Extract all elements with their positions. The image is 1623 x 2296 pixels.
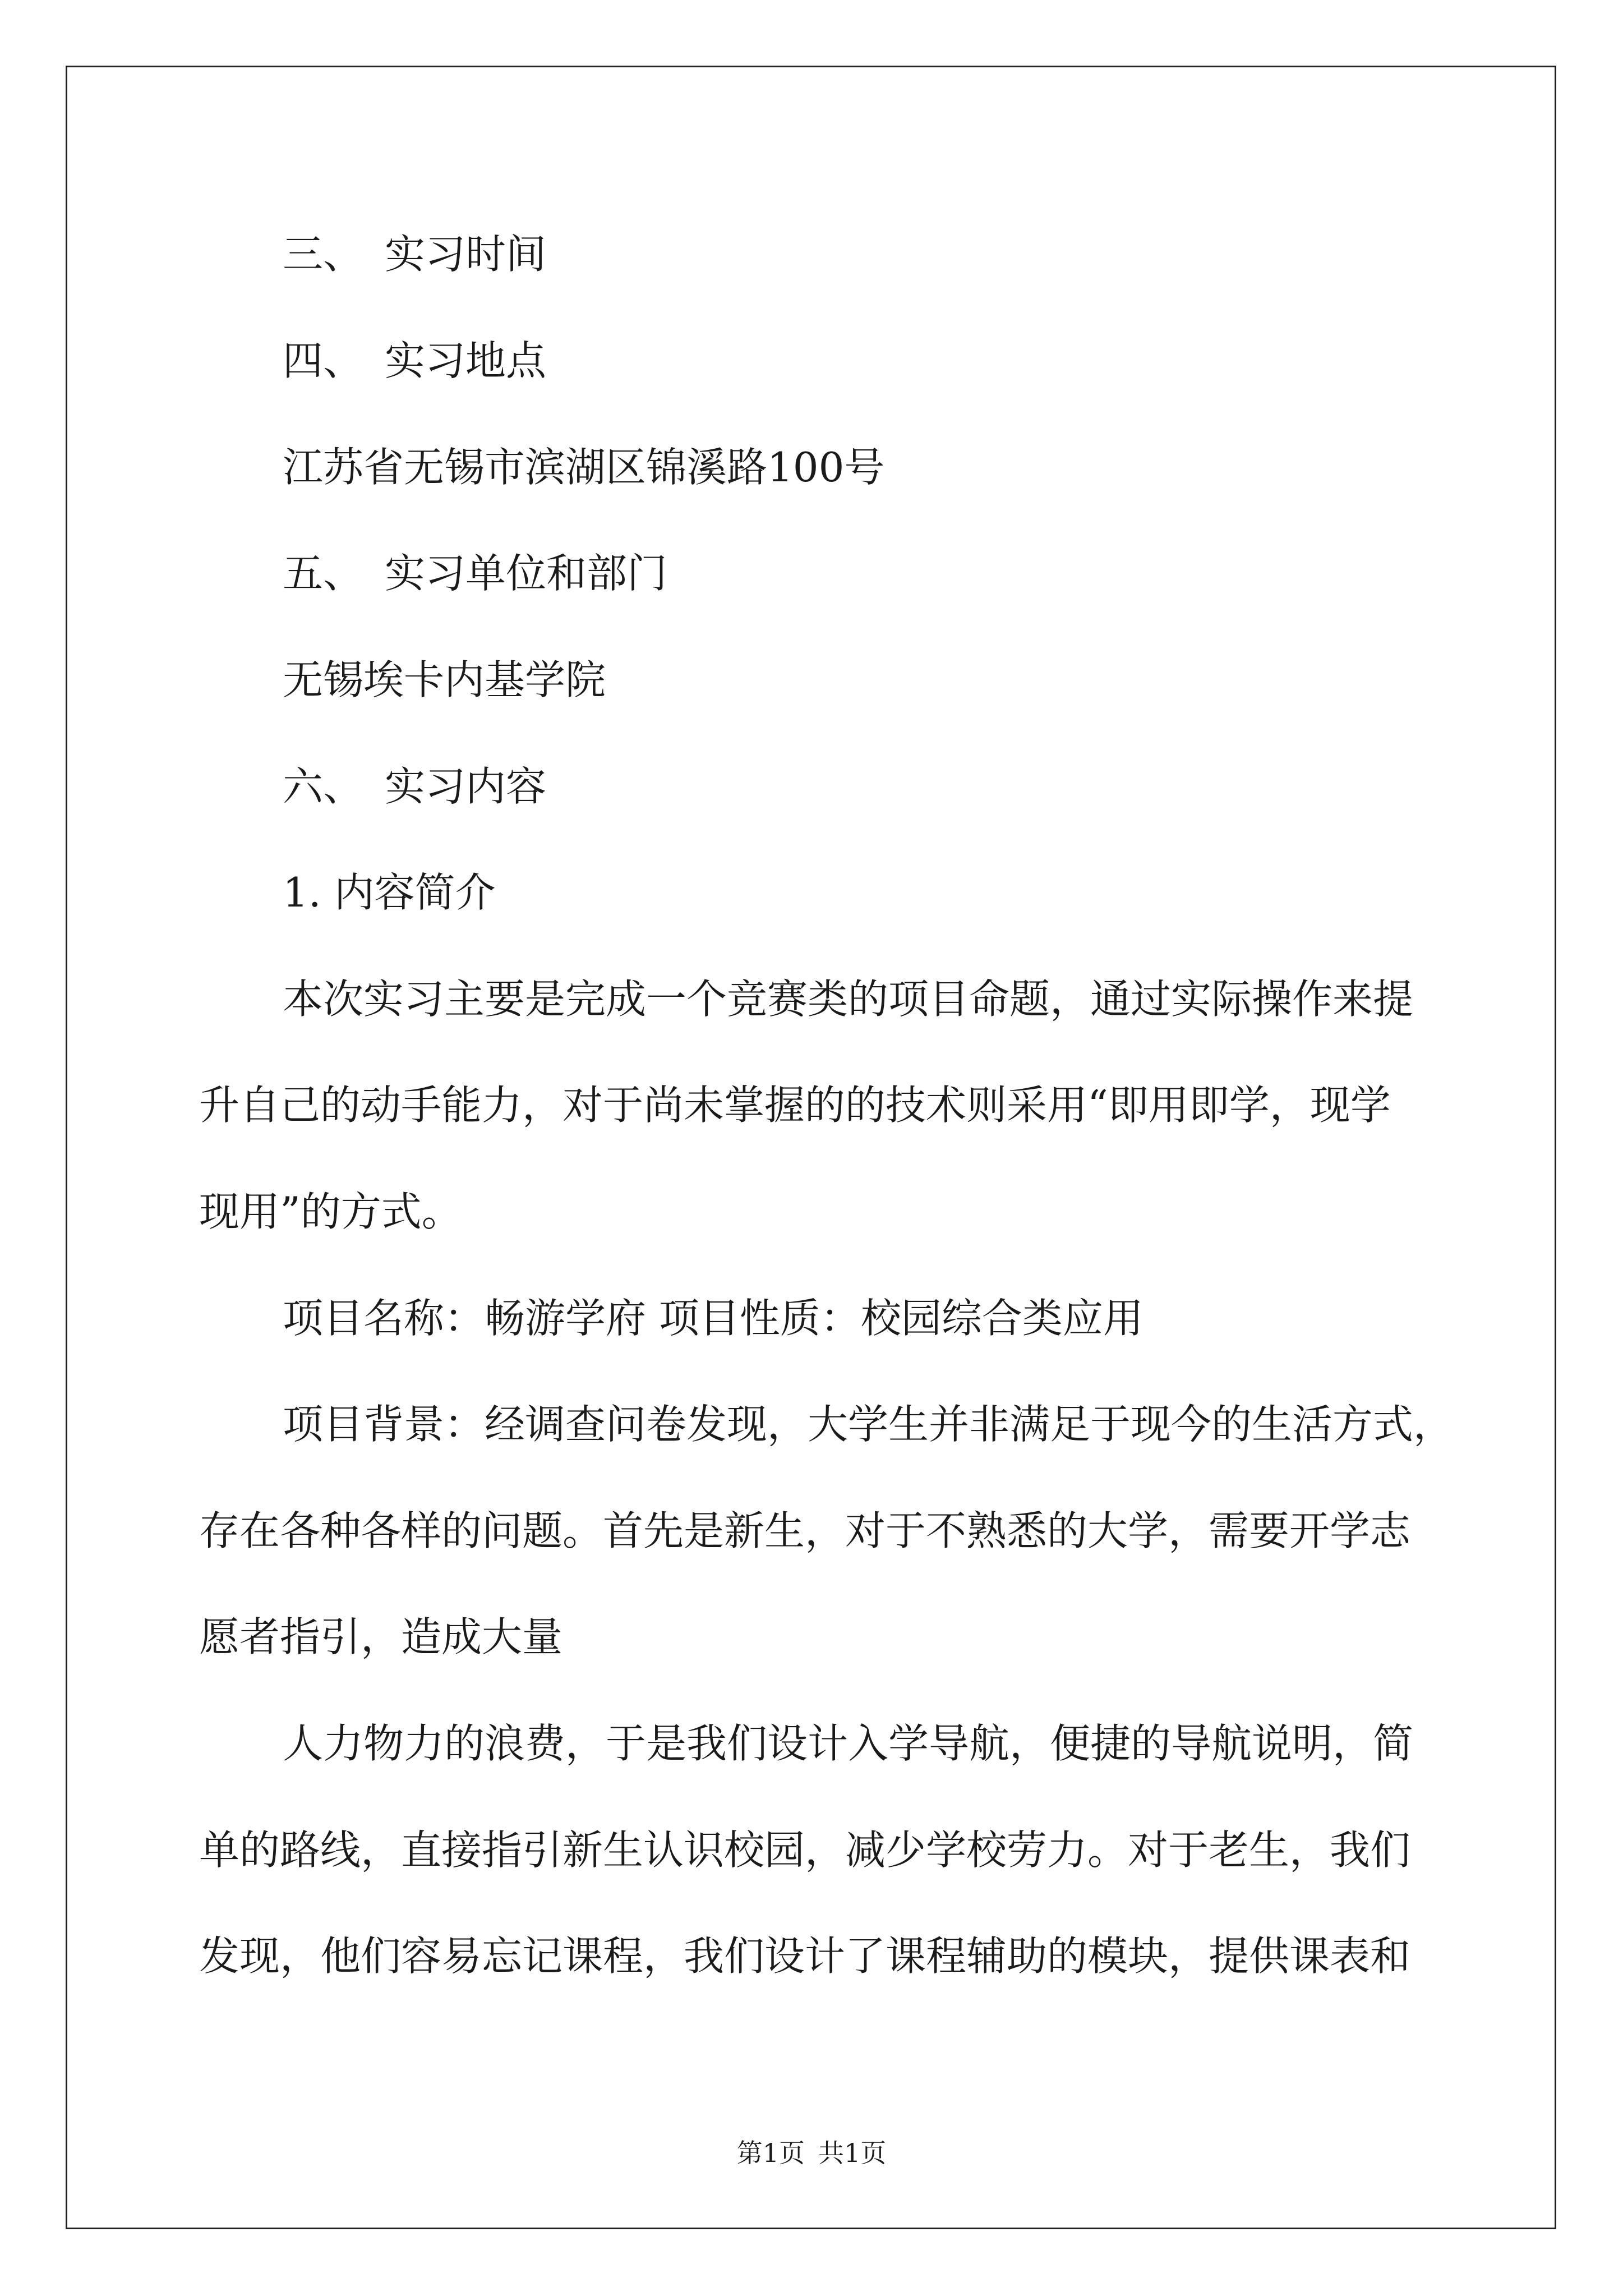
- subheading-summary: 1. 内容简介: [283, 869, 496, 916]
- section-number: 六、: [283, 763, 364, 810]
- paragraph-line: 本次实习主要是完成一个竞赛类的项目命题，通过实际操作来提: [283, 976, 1414, 1023]
- section-heading-organization: [283, 546, 667, 600]
- paragraph-line: 现用”的方式。: [199, 1188, 462, 1235]
- section-heading-location: [283, 334, 546, 388]
- section-title: 实习单位和部门: [385, 550, 668, 597]
- section-title: 实习时间: [385, 231, 547, 278]
- paragraph-line: 升自己的动手能力，对于尚未掌握的的技术则采用“即用即学，现学: [199, 1082, 1391, 1129]
- section-number: 三、: [283, 231, 364, 278]
- page-footer: [0, 2136, 1623, 2170]
- section-title: 实习地点: [385, 337, 547, 384]
- section-number: 四、: [283, 337, 364, 384]
- paragraph-line: 愿者指引，造成大量: [199, 1613, 563, 1660]
- section-heading-time: [283, 227, 546, 281]
- page-number-total: 共1页: [818, 2138, 887, 2168]
- paragraph-line: 人力物力的浪费，于是我们设计入学导航，便捷的导航说明，简: [283, 1720, 1414, 1767]
- page-border: [66, 66, 1556, 2229]
- location-text: 江苏省无锡市滨湖区锦溪路100号: [283, 444, 885, 491]
- organization-text: 无锡埃卡内基学院: [283, 656, 606, 703]
- paragraph-line: 项目背景：经调查问卷发现，大学生并非满足于现今的生活方式，: [283, 1401, 1454, 1448]
- paragraph-line: 存在各种各样的问题。首先是新生，对于不熟悉的大学，需要开学志: [199, 1507, 1411, 1554]
- section-number: 五、: [283, 550, 364, 597]
- project-info-line: 项目名称：畅游学府 项目性质：校园综合类应用: [283, 1295, 1144, 1342]
- paragraph-line: 单的路线，直接指引新生认识校园，减少学校劳力。对于老生，我们: [199, 1826, 1411, 1874]
- section-title: 实习内容: [385, 763, 547, 810]
- page-number-current: 第1页: [736, 2138, 805, 2168]
- paragraph-line: 发现，他们容易忘记课程，我们设计了课程辅助的模块，提供课表和: [199, 1932, 1411, 1980]
- section-heading-content: [283, 760, 546, 813]
